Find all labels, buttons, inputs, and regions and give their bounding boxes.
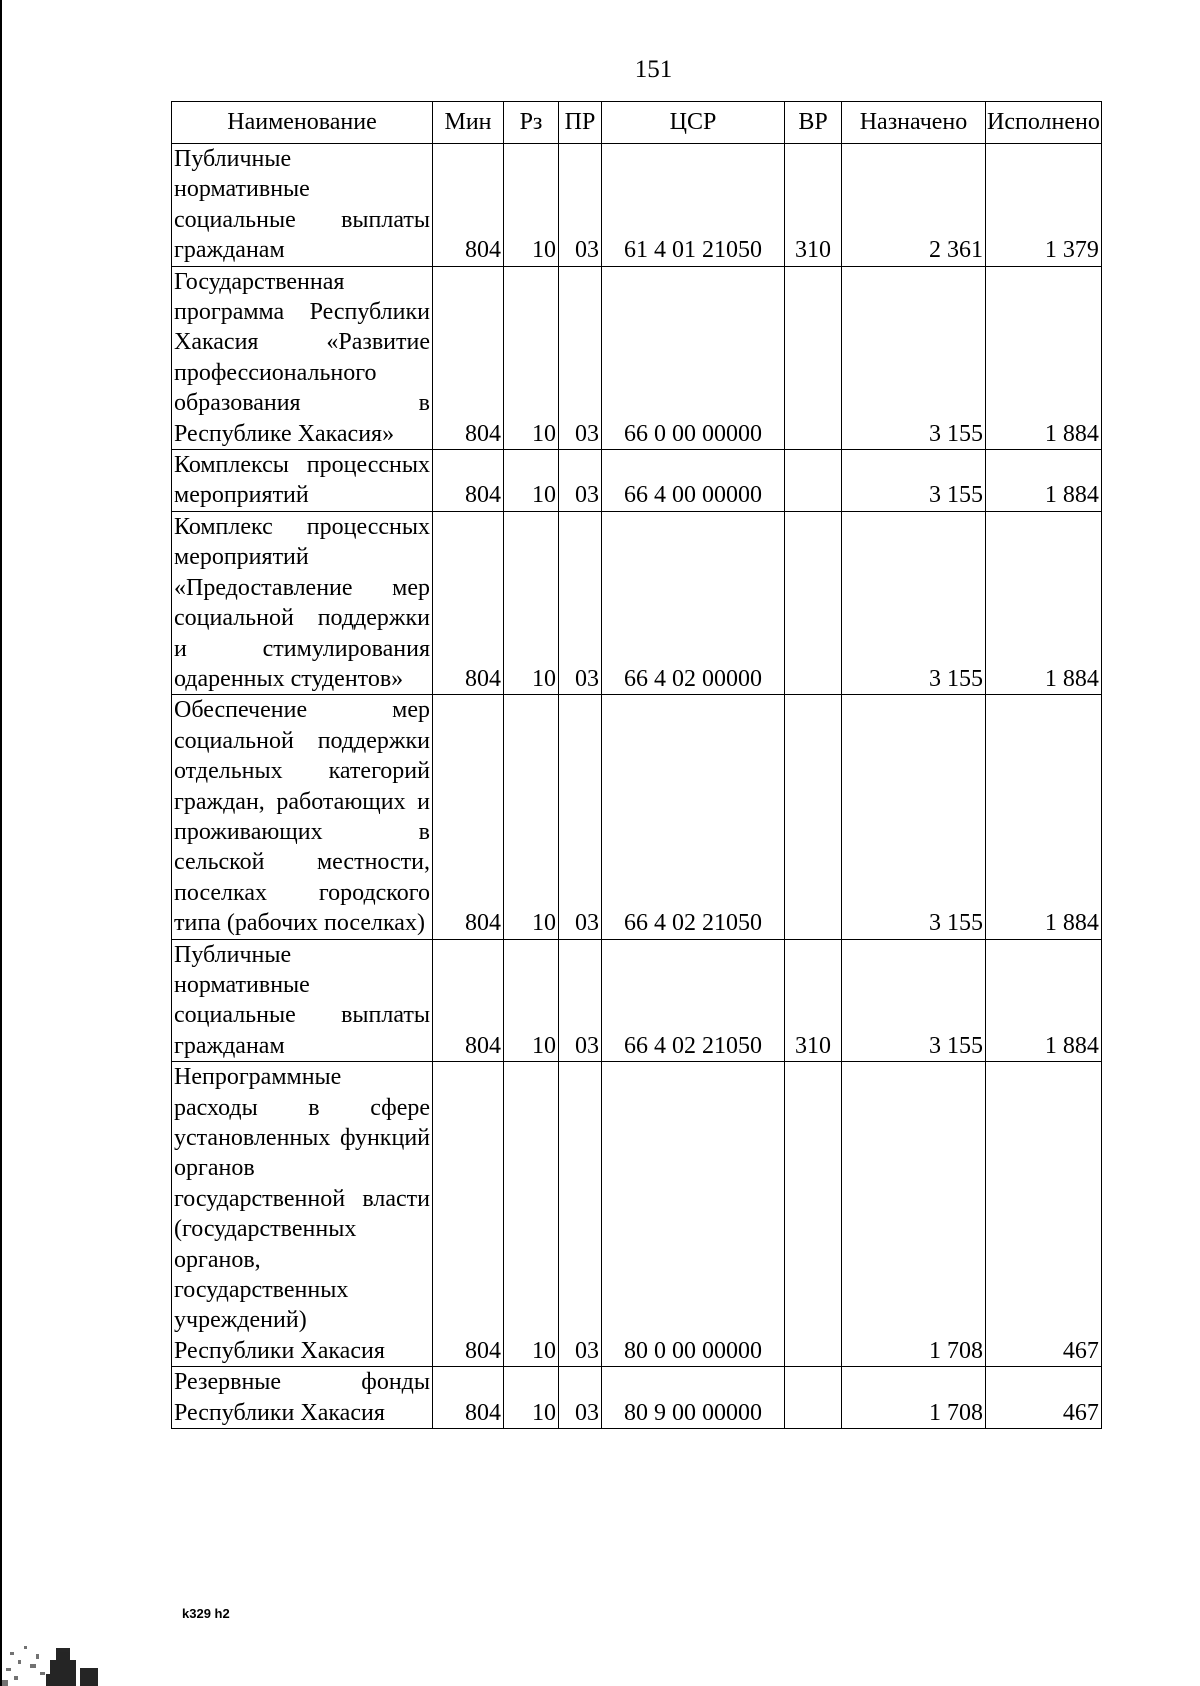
cell-rz: 10 <box>504 266 559 449</box>
cell-csr: 80 9 00 00000 <box>602 1367 785 1429</box>
cell-executed: 1 379 <box>986 144 1102 267</box>
cell-assigned: 1 708 <box>842 1367 986 1429</box>
cell-pr: 03 <box>559 511 602 694</box>
cell-min: 804 <box>433 1062 504 1367</box>
cell-vr <box>785 266 842 449</box>
header-min: Мин <box>433 102 504 144</box>
footer-code: k329 h2 <box>182 1606 230 1621</box>
cell-pr: 03 <box>559 1367 602 1429</box>
cell-rz: 10 <box>504 939 559 1062</box>
table-body <box>172 144 1102 1429</box>
cell-csr: 66 4 02 21050 <box>602 695 785 939</box>
cell-pr: 03 <box>559 450 602 512</box>
scan-noise-mark <box>0 1630 120 1686</box>
table-row <box>172 695 1102 939</box>
cell-csr: 66 0 00 00000 <box>602 266 785 449</box>
header-pr: ПР <box>559 102 602 144</box>
cell-name: Комплекс процессных мероприятий «Предоставление мер социальной поддержки и стимулирования одаренных студентов» <box>172 511 433 694</box>
cell-min: 804 <box>433 144 504 267</box>
page-number: 151 <box>634 56 673 83</box>
cell-vr <box>785 1062 842 1367</box>
header-name: Наименование <box>172 102 433 144</box>
table-row <box>172 1367 1102 1429</box>
table-row <box>172 144 1102 267</box>
cell-csr: 80 0 00 00000 <box>602 1062 785 1367</box>
cell-vr <box>785 1367 842 1429</box>
cell-executed: 1 884 <box>986 266 1102 449</box>
cell-executed: 1 884 <box>986 695 1102 939</box>
cell-assigned: 2 361 <box>842 144 986 267</box>
cell-name: Резервные фонды Республики Хакасия <box>172 1367 433 1429</box>
cell-name: Непрограммные расходы в сфере установленных функций органов государственной власти (государственных органов, государственных учреждений) Республики Хакасия <box>172 1062 433 1367</box>
table-row <box>172 939 1102 1062</box>
cell-rz: 10 <box>504 144 559 267</box>
cell-min: 804 <box>433 266 504 449</box>
cell-executed: 1 884 <box>986 939 1102 1062</box>
cell-rz: 10 <box>504 695 559 939</box>
cell-assigned: 3 155 <box>842 939 986 1062</box>
cell-rz: 10 <box>504 511 559 694</box>
header-executed: Исполнено <box>986 102 1102 144</box>
cell-executed: 467 <box>986 1367 1102 1429</box>
cell-name: Публичные нормативные социальные выплаты гражданам <box>172 144 433 267</box>
cell-csr: 61 4 01 21050 <box>602 144 785 267</box>
cell-vr <box>785 695 842 939</box>
scan-frame-edge <box>0 0 2 1686</box>
cell-assigned: 3 155 <box>842 450 986 512</box>
cell-name: Обеспечение мер социальной поддержки отдельных категорий граждан, работающих и проживающих в сельской местности, поселках городского типа (рабочих поселках) <box>172 695 433 939</box>
cell-vr <box>785 511 842 694</box>
cell-executed: 1 884 <box>986 450 1102 512</box>
cell-vr: 310 <box>785 939 842 1062</box>
header-vr: ВР <box>785 102 842 144</box>
cell-name: Государственная программа Республики Хакасия «Развитие профессионального образования в Республике Хакасия» <box>172 266 433 449</box>
cell-name: Комплексы процессных мероприятий <box>172 450 433 512</box>
cell-pr: 03 <box>559 1062 602 1367</box>
cell-assigned: 3 155 <box>842 266 986 449</box>
cell-assigned: 1 708 <box>842 1062 986 1367</box>
cell-csr: 66 4 02 00000 <box>602 511 785 694</box>
table-header-row <box>172 102 1102 144</box>
cell-name: Публичные нормативные социальные выплаты гражданам <box>172 939 433 1062</box>
header-rz: Рз <box>504 102 559 144</box>
cell-vr <box>785 450 842 512</box>
cell-rz: 10 <box>504 450 559 512</box>
cell-min: 804 <box>433 695 504 939</box>
cell-pr: 03 <box>559 266 602 449</box>
cell-executed: 467 <box>986 1062 1102 1367</box>
cell-assigned: 3 155 <box>842 511 986 694</box>
cell-rz: 10 <box>504 1062 559 1367</box>
table-row <box>172 266 1102 449</box>
cell-min: 804 <box>433 1367 504 1429</box>
cell-assigned: 3 155 <box>842 695 986 939</box>
cell-min: 804 <box>433 939 504 1062</box>
cell-pr: 03 <box>559 939 602 1062</box>
table-row <box>172 511 1102 694</box>
header-assigned: Назначено <box>842 102 986 144</box>
budget-table <box>171 101 1102 1429</box>
cell-min: 804 <box>433 511 504 694</box>
cell-pr: 03 <box>559 144 602 267</box>
header-csr: ЦСР <box>602 102 785 144</box>
table-row <box>172 450 1102 512</box>
cell-csr: 66 4 00 00000 <box>602 450 785 512</box>
cell-min: 804 <box>433 450 504 512</box>
cell-vr: 310 <box>785 144 842 267</box>
cell-executed: 1 884 <box>986 511 1102 694</box>
cell-csr: 66 4 02 21050 <box>602 939 785 1062</box>
cell-rz: 10 <box>504 1367 559 1429</box>
cell-pr: 03 <box>559 695 602 939</box>
table-row <box>172 1062 1102 1367</box>
